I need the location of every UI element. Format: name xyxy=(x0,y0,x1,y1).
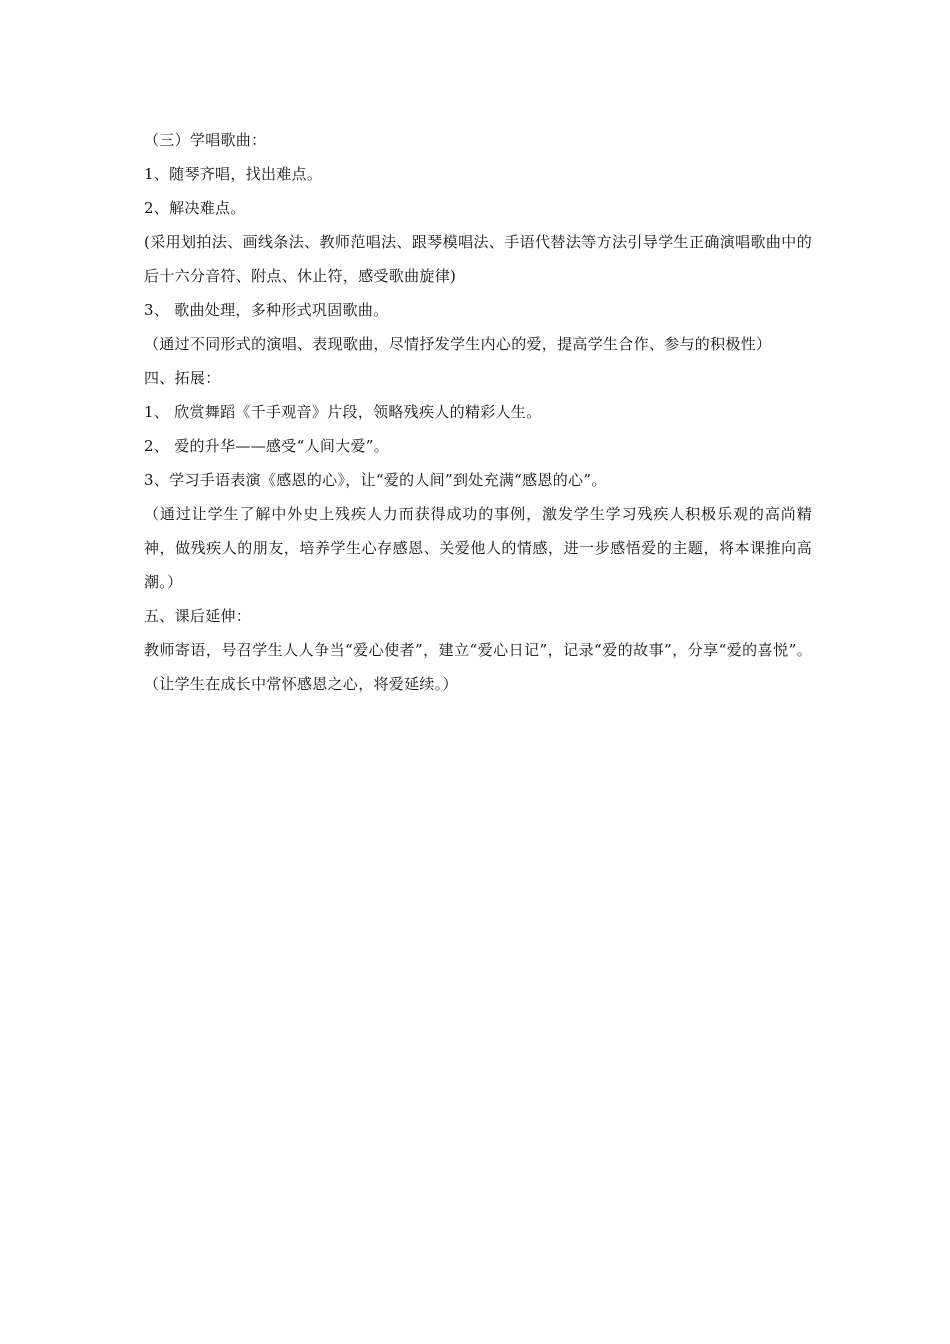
list-item-song-processing: 3、 歌曲处理，多种形式巩固歌曲。 xyxy=(144,301,389,319)
list-item-sublimation: 2、 爱的升华——感受“人间大爱”。 xyxy=(144,437,390,455)
section-heading-extension: 四、拓展： xyxy=(144,369,221,387)
note-paragraph-performance: （通过不同形式的演唱、表现歌曲，尽情抒发学生内心的爱，提高学生合作、参与的积极性） xyxy=(144,335,772,353)
list-item-sign-language: 3、学习手语表演《感恩的心》，让“爱的人间”到处充满“感恩的心”。 xyxy=(144,471,607,489)
method-note-paragraph: (采用划拍法、画线条法、教师范唱法、跟琴模唱法、手语代替法等方法引导学生正确演唱歌曲中的后十六分音符、附点、休止符，感受歌曲旋律) xyxy=(144,233,812,285)
document-body xyxy=(144,123,812,701)
list-item-appreciate-dance: 1、 欣赏舞蹈《千手观音》片段，领略残疾人的精彩人生。 xyxy=(144,403,542,421)
section-heading-learn-song: （三）学唱歌曲： xyxy=(144,131,267,149)
list-item-sing-along: 1、随琴齐唱，找出难点。 xyxy=(144,165,323,183)
teacher-message-paragraph: 教师寄语，号召学生人人争当“爱心使者”，建立“爱心日记”，记录“爱的故事”，分享“爱的喜悦”。（让学生在成长中常怀感恩之心，将爱延续。） xyxy=(144,641,812,693)
note-paragraph-success-stories: （通过让学生了解中外史上残疾人力而获得成功的事例，激发学生学习残疾人积极乐观的高尚精神，做残疾人的朋友，培养学生心存感恩、关爱他人的情感，进一步感悟爱的主题，将本课推向高潮。） xyxy=(144,505,812,591)
list-item-solve-difficulty: 2、解决难点。 xyxy=(144,199,246,217)
section-heading-after-class: 五、课后延伸： xyxy=(144,607,252,625)
